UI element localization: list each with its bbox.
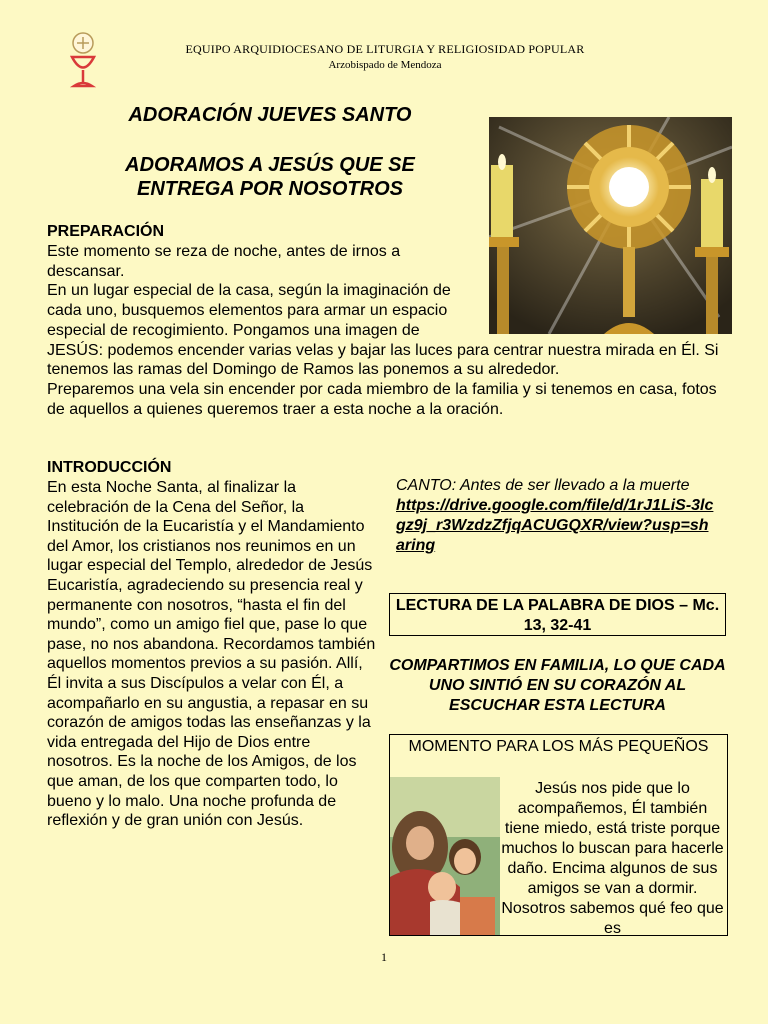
introduccion-body: En esta Noche Santa, al finalizar la celebración de la Cena del Señor, la Institución de la Eucaristía y el Mandamiento del Amor, los cristianos nos reunimos en un lugar especial del Templo, alrededor de Jesús Eucaristía, agradeciendo su presencia real y permanente con nosotros, “hasta el fin del mundo”, como un amigo fiel que, pase lo que pase, no nos abandona. Recordamos también aquellos momentos previos a su pasión. Allí, Él invita a sus Discípulos a velar con Él, a acompañarlo en su angustia, a repasar en su corazón de amigos todas las enseñanzas y la vida entregada del Hijo de Dios entre nosotros. Es la noche de los Amigos, de los que aman, de los que comparten todo, lo bueno y lo malo. Una noche profunda de reflexión y de gran unión con Jesús. [47, 479, 376, 830]
momento-box [389, 734, 728, 936]
momento-text: Jesús nos pide que lo acompañemos, Él también tiene miedo, está triste porque muchos lo buscan para hacerle daño. Encima algunos de sus amigos se van a dormir. Nosotros sabemos qué feo que es [501, 780, 724, 936]
momento-title: MOMENTO PARA LOS MÁS PEQUEÑOS [408, 738, 709, 755]
chalice-host-logo [66, 30, 100, 92]
page-title: ADORACIÓN JUEVES SANTO [128, 104, 412, 126]
page-subtitle: ADORAMOS A JESÚS QUE SE ENTREGA POR NOSOTROS [125, 154, 415, 200]
preparacion-section [47, 222, 737, 419]
preparacion-paragraph-1: Este momento se reza de noche, antes de irnos a descansar. [47, 243, 401, 280]
preparacion-paragraph-3: Preparemos una vela sin encender por cada miembro de la familia y si tenemos en casa, fotos de aquellos a quienes queremos traer a esta noche a la oración. [47, 380, 717, 418]
header-organization: EQUIPO ARQUIDIOCESANO DE LITURGIA Y RELIGIOSIDAD POPULAR [185, 42, 585, 56]
page-number: 1 [381, 950, 387, 964]
header-diocese: Arzobispado de Mendoza [328, 59, 442, 71]
lectura-box: LECTURA DE LA PALABRA DE DIOS – Mc. 13, 32-41 [389, 593, 726, 636]
canto-link[interactable]: https://drive.google.com/file/d/1rJ1LiS-3lcgz9j_r3WzdzZfjqACUGQXR/view?usp=sharing [396, 497, 714, 554]
preparacion-heading: PREPARACIÓN [47, 223, 165, 240]
introduccion-section [47, 458, 379, 831]
compartimos-text: COMPARTIMOS EN FAMILIA, LO QUE CADA UNO SINTIÓ EN SU CORAZÓN AL ESCUCHAR ESTA LECTURA [389, 657, 726, 714]
canto-block [396, 476, 716, 556]
preparacion-paragraph-2: En un lugar especial de la casa, según la imaginación de cada uno, busquemos elementos para armar un espacio especial de recogimiento. Pongamos una imagen de JESÚS: podemos encender varias velas y bajar las luces para centrar nuestra mirada en Él. Si tenemos las ramas del Domingo de Ramos las ponemos a su alrededor. [47, 282, 719, 379]
introduccion-heading: INTRODUCCIÓN [47, 459, 172, 476]
jesus-with-children-image [390, 777, 500, 936]
image-wrap-spacer [473, 222, 737, 337]
canto-label: CANTO: Antes de ser llevado a la muerte [396, 477, 690, 494]
